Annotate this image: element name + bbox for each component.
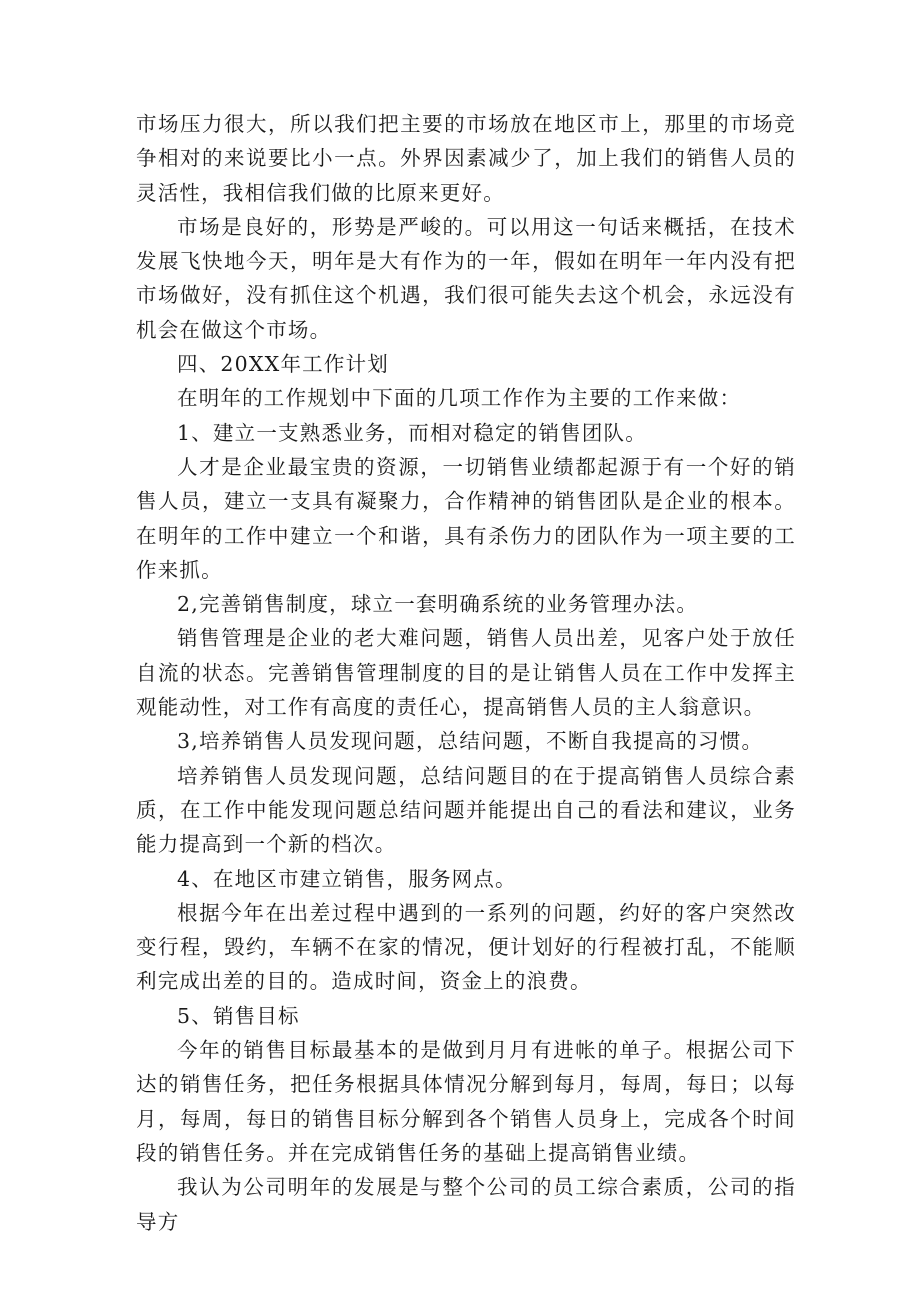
list-item-heading: 2,完善销售制度，球立一套明确系统的业务管理办法。 xyxy=(177,592,699,617)
list-item-heading: 5、销售目标 xyxy=(177,1003,300,1028)
paragraph: 根据今年在出差过程中遇到的一系列的问题，约好的客户突然改变行程，毁约，车辆不在家的情况，便计划好的行程被打乱，不能顺利完成出差的目的。造成时间，资金上的浪费。 xyxy=(136,900,796,994)
paragraph: 培养销售人员发现问题，总结问题目的在于提高销售人员综合素质，在工作中能发现问题总结问题并能提出自己的看法和建议，业务能力提高到一个新的档次。 xyxy=(136,763,796,857)
paragraph: 销售管理是企业的老大难问题，销售人员出差，见客户处于放任自流的状态。完善销售管理制度的目的是让销售人员在工作中发挥主观能动性，对工作有高度的责任心，提高销售人员的主人翁意识。 xyxy=(136,626,796,720)
list-item-heading: 3,培养销售人员发现问题，总结问题，不断自我提高的习惯。 xyxy=(177,729,764,754)
list-item-heading: 4、在地区市建立销售，服务网点。 xyxy=(177,866,517,891)
list-item-heading: 1、建立一支熟悉业务，而相对稳定的销售团队。 xyxy=(177,420,647,445)
paragraph: 在明年的工作规划中下面的几项工作作为主要的工作来做： xyxy=(177,386,742,411)
paragraph: 人才是企业最宝贵的资源，一切销售业绩都起源于有一个好的销售人员，建立一支具有凝聚力，合作精神的销售团队是企业的根本。在明年的工作中建立一个和谐，具有杀伤力的团队作为一项主要的工作来抓。 xyxy=(136,454,796,582)
paragraph: 我认为公司明年的发展是与整个公司的员工综合素质，公司的指导方 xyxy=(136,1175,796,1234)
paragraph: 今年的销售目标最基本的是做到月月有进帐的单子。根据公司下达的销售任务，把任务根据具体情况分解到每月，每周，每日；以每月，每周，每日的销售目标分解到各个销售人员身上，完成各个时间段的销售任务。并在完成销售任务的基础上提高销售业绩。 xyxy=(136,1038,796,1165)
paragraph: 市场是良好的，形势是严峻的。可以用这一句话来概括，在技术发展飞快地今天，明年是大有作为的一年，假如在明年一年内没有把市场做好，没有抓住这个机遇，我们很可能失去这个机会，永远没有机会在做这个市场。 xyxy=(136,214,796,342)
section-heading: 四、20XX年工作计划 xyxy=(177,352,389,377)
paragraph: 市场压力很大，所以我们把主要的市场放在地区市上，那里的市场竞争相对的来说要比小一点。外界因素减少了，加上我们的销售人员的灵活性，我相信我们做的比原来更好。 xyxy=(136,112,796,205)
document-body xyxy=(136,107,796,1239)
